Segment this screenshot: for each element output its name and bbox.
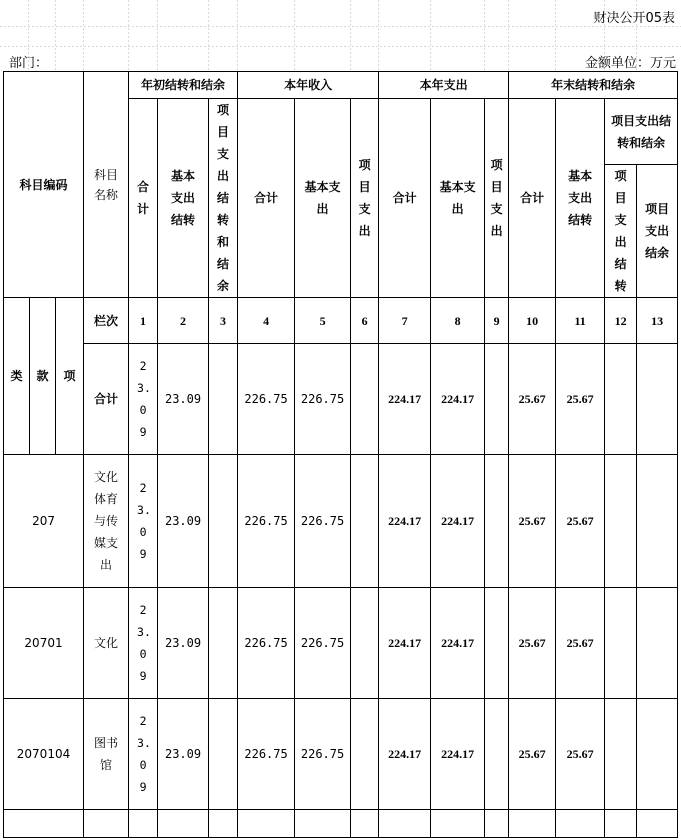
header-group-begin: 年初结转和结余 [129, 72, 238, 99]
cell-income-total: 226.75 [238, 344, 295, 455]
col-number-7: 7 [379, 298, 431, 344]
header-end-project-surplus: 项目支出结余 [637, 165, 678, 298]
col-number-3: 3 [209, 298, 238, 344]
row-code: 20701 [4, 588, 84, 699]
cell-expense-basic: 224.17 [431, 344, 485, 455]
header-end-basic-carry: 基本支出结转 [556, 99, 605, 298]
cell-begin-basic: 23.09 [158, 455, 209, 588]
row-code: 207 [4, 455, 84, 588]
cell-begin-basic: 23.09 [158, 588, 209, 699]
header-end-project-carry-group: 项目支出结转和结余 [605, 99, 678, 165]
header-income-basic: 基本支出 [295, 99, 351, 298]
col-number-2: 2 [158, 298, 209, 344]
cell-begin-project [209, 455, 238, 588]
row-name: 文化体育与传媒支出 [84, 455, 129, 588]
table-row [4, 455, 678, 588]
fund-balance-table [3, 71, 678, 838]
cell-income-total: 226.75 [238, 588, 295, 699]
cell-begin-project [209, 344, 238, 455]
cell-income-project [351, 588, 379, 699]
col-number-9: 9 [485, 298, 509, 344]
cell-expense-total: 224.17 [379, 344, 431, 455]
row-name: 图书馆 [84, 699, 129, 810]
header-end-project-carry: 项目支出结转 [605, 165, 637, 298]
cell-end-project-surplus [637, 344, 678, 455]
header-group-end: 年末结转和结余 [509, 72, 678, 99]
header-class: 类 [4, 298, 30, 455]
cell-expense-basic: 224.17 [431, 455, 485, 588]
cell-income-basic: 226.75 [295, 699, 351, 810]
cell-expense-project [485, 588, 509, 699]
cell-end-total: 25.67 [509, 344, 556, 455]
cell-income-basic: 226.75 [295, 455, 351, 588]
cell-begin-total: 23.09 [129, 588, 158, 699]
col-number-8: 8 [431, 298, 485, 344]
header-subject-code: 科目编码 [4, 72, 84, 298]
header-group-income: 本年收入 [238, 72, 379, 99]
cell-expense-project [485, 699, 509, 810]
header-income-project: 项目支出 [351, 99, 379, 298]
cell-end-total: 25.67 [509, 588, 556, 699]
cell-income-total: 226.75 [238, 699, 295, 810]
table-row [4, 344, 678, 455]
header-expense-total: 合计 [379, 99, 431, 298]
header-begin-project-carry: 项目支出结转和结余 [209, 99, 238, 298]
cell-end-basic: 25.67 [556, 699, 605, 810]
col-number-11: 11 [556, 298, 605, 344]
cell-expense-basic: 224.17 [431, 588, 485, 699]
cell-begin-project [209, 699, 238, 810]
cell-end-basic: 25.67 [556, 344, 605, 455]
cell-expense-basic: 224.17 [431, 699, 485, 810]
header-begin-basic-carry: 基本支出结转 [158, 99, 209, 298]
header-end-total: 合计 [509, 99, 556, 298]
cell-end-project-carry [605, 455, 637, 588]
cell-expense-total: 224.17 [379, 588, 431, 699]
cell-begin-total: 23.09 [129, 344, 158, 455]
cell-expense-total: 224.17 [379, 699, 431, 810]
col-number-13: 13 [637, 298, 678, 344]
header-subject-name: 科目名称 [84, 72, 129, 298]
row-code: 2070104 [4, 699, 84, 810]
amount-unit-label: 金额单位：万元 [584, 56, 676, 71]
cell-end-project-surplus [637, 699, 678, 810]
cell-begin-total: 23.09 [129, 699, 158, 810]
cell-begin-project [209, 588, 238, 699]
col-number-1: 1 [129, 298, 158, 344]
cell-income-project [351, 455, 379, 588]
header-section: 款 [30, 298, 56, 455]
cell-end-basic: 25.67 [556, 588, 605, 699]
col-number-12: 12 [605, 298, 637, 344]
cell-income-total: 226.75 [238, 455, 295, 588]
form-id: 财决公开05表 [593, 11, 675, 26]
cell-end-project-carry [605, 699, 637, 810]
row-name: 文化 [84, 588, 129, 699]
col-number-4: 4 [238, 298, 295, 344]
cell-income-basic: 226.75 [295, 344, 351, 455]
spreadsheet-gridlines [0, 0, 681, 72]
header-item: 项 [56, 298, 84, 455]
cell-income-project [351, 699, 379, 810]
header-begin-total: 合计 [129, 99, 158, 298]
header-group-expense: 本年支出 [379, 72, 509, 99]
cell-expense-project [485, 455, 509, 588]
row-name: 合计 [84, 344, 129, 455]
cell-expense-total: 224.17 [379, 455, 431, 588]
cell-end-project-carry [605, 344, 637, 455]
cell-income-project [351, 344, 379, 455]
cell-end-project-surplus [637, 455, 678, 588]
row-number-label: 栏次 [84, 298, 129, 344]
cell-begin-total: 23.09 [129, 455, 158, 588]
department-label: 部门： [9, 56, 49, 71]
empty-row [4, 810, 678, 838]
cell-end-total: 25.67 [509, 455, 556, 588]
cell-expense-project [485, 344, 509, 455]
cell-end-basic: 25.67 [556, 455, 605, 588]
col-number-5: 5 [295, 298, 351, 344]
col-number-6: 6 [351, 298, 379, 344]
cell-income-basic: 226.75 [295, 588, 351, 699]
cell-end-project-surplus [637, 588, 678, 699]
cell-begin-basic: 23.09 [158, 344, 209, 455]
cell-end-total: 25.67 [509, 699, 556, 810]
cell-begin-basic: 23.09 [158, 699, 209, 810]
header-income-total: 合计 [238, 99, 295, 298]
header-expense-project: 项目支出 [485, 99, 509, 298]
header-expense-basic: 基本支出 [431, 99, 485, 298]
table-row [4, 699, 678, 810]
cell-end-project-carry [605, 588, 637, 699]
table-row [4, 588, 678, 699]
col-number-10: 10 [509, 298, 556, 344]
